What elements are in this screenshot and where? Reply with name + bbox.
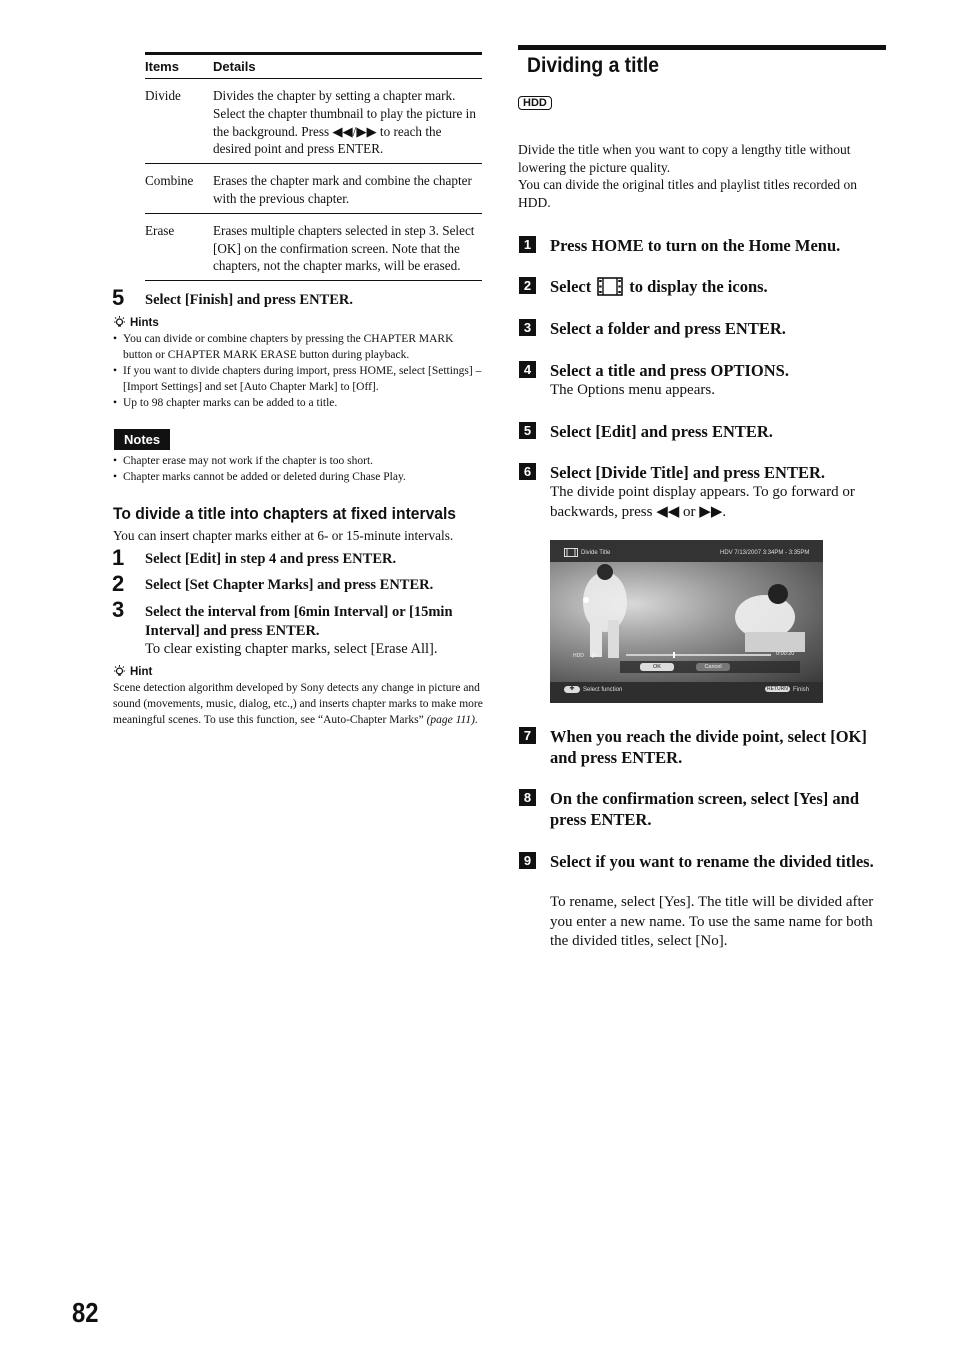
divide-point-marker[interactable] — [673, 652, 675, 658]
step-number: 1 — [519, 236, 536, 253]
notes-list — [113, 453, 483, 485]
hint-text: Scene detection algorithm developed by Sony detects any change in picture and sound (movements, music, dialog, etc.,) and inserts chapter marks to make more meaningful scenes. To use this function, see “Auto-Chapter Marks” — [113, 682, 483, 726]
ok-button[interactable]: OK — [640, 663, 674, 671]
dpad-icon: ✚ — [564, 686, 580, 693]
step-text: Select [Set Chapter Marks] and press ENTER. — [145, 577, 434, 593]
page-number: 82 — [72, 1297, 99, 1328]
step-number: 2 — [112, 571, 125, 596]
progress-track[interactable] — [626, 654, 771, 656]
step-text-b: to display the icons. — [629, 277, 768, 296]
header-details: Details — [213, 59, 256, 74]
step-number: 1 — [112, 545, 125, 570]
step-number: 7 — [519, 727, 536, 744]
film-icon — [564, 548, 578, 557]
section-title: Dividing a title — [527, 54, 660, 77]
step-text: Select a folder and press ENTER. — [550, 319, 786, 338]
title-rule — [518, 45, 886, 50]
note-item: • Chapter erase may not work if the chapter is too short. — [113, 453, 483, 469]
step-number: 8 — [519, 789, 536, 806]
table-row — [145, 164, 482, 214]
divide-title-screenshot — [550, 540, 823, 703]
row-item: Erase — [145, 222, 175, 238]
step-text: When you reach the divide point, select [OK] and press ENTER. — [550, 727, 867, 767]
time-readout: 0:00:20 — [776, 651, 795, 657]
step-text: Select [Edit] and press ENTER. — [550, 422, 773, 441]
step-body: To rename, select [Yes]. The title will be divided after you enter a new name. To use the same name for both the divided titles, select [No]. — [550, 894, 874, 949]
lightbulb-icon — [113, 316, 126, 329]
screen-footer — [550, 682, 823, 703]
table-header — [145, 55, 482, 79]
screen-title: Divide Title — [581, 550, 611, 556]
section-intro: You can insert chapter marks either at 6- or 15-minute intervals. — [113, 528, 454, 543]
step-number: 5 — [112, 285, 125, 310]
step-note: To clear existing chapter marks, select [Erase All]. — [145, 641, 438, 657]
hint-item: • Up to 98 chapter marks can be added to a title. — [113, 395, 483, 411]
step-number: 3 — [112, 597, 125, 622]
note-item: • Chapter marks cannot be added or deleted during Chase Play. — [113, 469, 483, 485]
hdd-badge: HDD — [518, 96, 552, 110]
options-table — [145, 52, 482, 281]
hint-title: Hint — [130, 665, 153, 678]
table-row — [145, 79, 482, 164]
hint-item: • If you want to divide chapters during import, press HOME, select [Settings] – [Import Settings] and set [Auto Chapter Mark] to [Off]. — [113, 363, 483, 395]
header-items: Items — [145, 59, 179, 74]
select-function-label: Select function — [583, 687, 623, 693]
page-reference: (page 111). — [426, 714, 478, 726]
screen-info: HDV 7/13/2007 3:34PM - 3:35PM — [720, 550, 810, 556]
step-number: 4 — [519, 361, 536, 378]
row-details: Divides the chapter by setting a chapter mark. Select the chapter thumbnail to play the picture in the background. Press ◀◀/▶▶ to reach the desired point and press ENTER. — [213, 88, 476, 157]
step-text: Select a title and press OPTIONS. — [550, 361, 789, 380]
step-text: Select [Divide Title] and press ENTER. — [550, 463, 826, 482]
row-item: Divide — [145, 88, 181, 103]
screen-header — [550, 540, 823, 562]
intro-paragraph: You can divide the original titles and playlist titles recorded on HDD. — [518, 177, 858, 210]
step-text: Select [Edit] in step 4 and press ENTER. — [145, 551, 397, 567]
finish-label: Finish — [793, 687, 810, 693]
hints-title: Hints — [130, 316, 159, 329]
film-icon — [597, 277, 623, 296]
row-item: Combine — [145, 173, 194, 189]
step-body: The Options menu appears. — [550, 382, 715, 398]
step-text: Press HOME to turn on the Home Menu. — [550, 236, 841, 255]
hint-item: • You can divide or combine chapters by pressing the CHAPTER MARK button or CHAPTER MARK ERASE button during playback. — [113, 331, 483, 363]
step-number: 3 — [519, 319, 536, 336]
play-icon: ▶ — [592, 650, 599, 659]
step-text-a: Select — [550, 277, 592, 296]
lightbulb-icon — [113, 665, 126, 678]
cancel-button[interactable]: Cancel — [696, 663, 730, 671]
step-text: Select if you want to rename the divided titles. — [550, 852, 874, 871]
step-number: 2 — [519, 277, 536, 294]
step-text: On the confirmation screen, select [Yes] and press ENTER. — [550, 789, 860, 829]
step-text: Select the interval from [6min Interval] or [15min Interval] and press ENTER. — [145, 604, 453, 639]
step-number: 9 — [519, 852, 536, 869]
row-details: Erases the chapter mark and combine the chapter with the previous chapter. — [213, 173, 472, 206]
video-frame — [550, 562, 823, 682]
return-key-icon: RETURN — [767, 686, 788, 692]
row-details: Erases multiple chapters selected in step 3. Select [OK] on the confirmation screen. Note that the chapters, not the chapter marks, will be erased. — [213, 222, 475, 274]
step-number: 5 — [519, 422, 536, 439]
step-text — [550, 276, 768, 297]
hints-section — [113, 316, 483, 411]
table-row — [145, 214, 482, 281]
notes-badge: Notes — [114, 429, 170, 450]
step-text: Select [Finish] and press ENTER. — [145, 292, 353, 308]
source-label: HDD — [573, 653, 584, 659]
step-body: The divide point display appears. To go forward or backwards, press ◀◀ or ▶▶. — [550, 484, 855, 520]
intro-paragraph: Divide the title when you want to copy a lengthy title without lowering the picture quality. — [518, 142, 851, 175]
section-heading: To divide a title into chapters at fixed intervals — [113, 504, 457, 523]
hint-section — [113, 665, 485, 728]
step-number: 6 — [519, 463, 536, 480]
